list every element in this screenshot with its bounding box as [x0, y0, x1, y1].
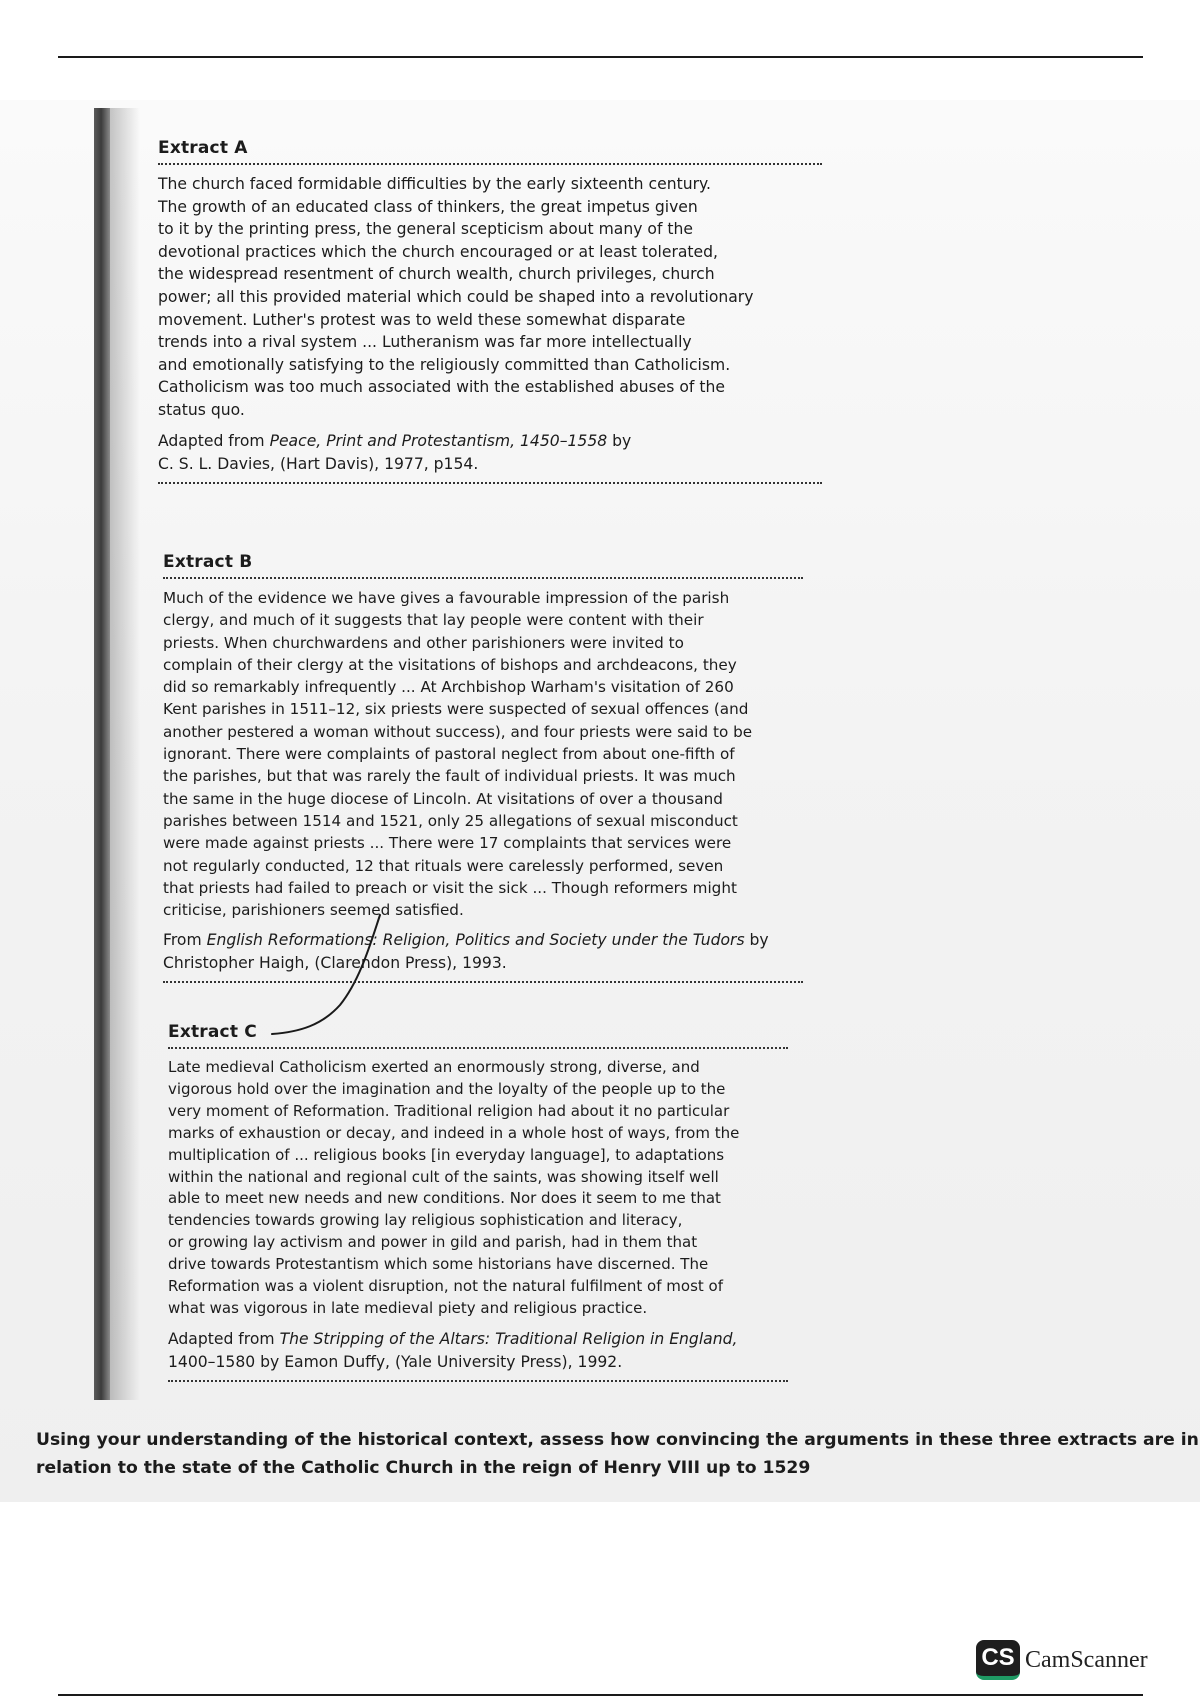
text-line: The church faced formidable difficulties by the early sixteenth century.: [158, 175, 711, 193]
source-prefix: Adapted from: [168, 1329, 280, 1348]
dotted-divider: [163, 981, 803, 983]
exam-question: [36, 1426, 1199, 1482]
text-line: tendencies towards growing lay religious sophistication and literacy,: [168, 1211, 683, 1230]
text-line: movement. Luther's protest was to weld these somewhat disparate: [158, 310, 686, 329]
text-line: that priests had failed to preach or visit the sick ... Though reformers might: [163, 878, 737, 897]
camscanner-logo-icon: CS: [976, 1640, 1020, 1680]
text-line: trends into a rival system ... Lutheranism was far more intellectually: [158, 333, 692, 352]
text-line: Catholicism was too much associated with the established abuses of the: [158, 378, 725, 397]
text-line: vigorous hold over the imagination and the loyalty of the people up to the: [168, 1079, 726, 1098]
text-line: drive towards Protestantism which some historians have discerned. The: [168, 1255, 709, 1274]
source-title: English Reformations: Religion, Politics and Society under the Tudors: [206, 931, 745, 950]
text-line: were made against priests ... There were 17 complaints that services were: [163, 834, 732, 853]
extract-body: [158, 173, 822, 422]
source-suffix: by: [607, 431, 632, 450]
source-line-2: C. S. L. Davies, (Hart Davis), 1977, p154.: [158, 454, 479, 473]
dotted-divider: [158, 482, 822, 484]
text-line: status quo.: [158, 400, 245, 419]
text-line: Reformation was a violent disruption, not the natural fulfilment of most of: [168, 1277, 723, 1296]
text-line: the parishes, but that was rarely the fault of individual priests. It was much: [163, 767, 736, 786]
text-line: did so remarkably infrequently ... At Archbishop Warham's visitation of 260: [163, 678, 734, 697]
source-title: The Stripping of the Altars: Traditional Religion in England,: [279, 1329, 738, 1348]
source-prefix: From: [163, 931, 207, 950]
text-line: the same in the huge diocese of Lincoln. At visitations of over a thousand: [163, 789, 723, 808]
text-line: clergy, and much of it suggests that lay people were content with their: [163, 611, 704, 630]
source-line-2: 1400–1580 by Eamon Duffy, (Yale University Press), 1992.: [168, 1352, 623, 1371]
text-line: or growing lay activism and power in gild and parish, had in them that: [168, 1233, 698, 1252]
text-line: marks of exhaustion or decay, and indeed in a whole host of ways, from the: [168, 1123, 740, 1142]
text-line: ignorant. There were complaints of pastoral neglect from about one-fifth of: [163, 745, 735, 764]
question-line-2: relation to the state of the Catholic Church in the reign of Henry VIII up to 1529: [36, 1458, 811, 1478]
text-line: the widespread resentment of church wealth, church privileges, church: [158, 265, 715, 284]
text-line: priests. When churchwardens and other parishioners were invited to: [163, 633, 684, 652]
text-line: not regularly conducted, 12 that rituals were carelessly performed, seven: [163, 856, 724, 875]
source-prefix: Adapted from: [158, 431, 270, 450]
source-line-2: Christopher Haigh, (Clarendon Press), 1993.: [163, 954, 507, 973]
dotted-divider: [163, 577, 803, 579]
extract-heading: Extract A: [158, 138, 248, 158]
extract-source: [163, 929, 803, 975]
text-line: Much of the evidence we have gives a favourable impression of the parish: [163, 589, 730, 607]
extract-body: [163, 587, 803, 921]
bottom-rule: [58, 1694, 1143, 1696]
text-line: able to meet new needs and new conditions. Nor does it seem to me that: [168, 1189, 721, 1208]
extract-source: [158, 430, 822, 476]
text-line: multiplication of ... religious books [in everyday language], to adaptations: [168, 1145, 725, 1164]
text-line: to it by the printing press, the general scepticism about many of the: [158, 220, 694, 239]
dotted-divider: [158, 163, 822, 165]
extract-heading: Extract C: [168, 1022, 257, 1042]
book-spine-shadow: [94, 108, 110, 1400]
extract-source: [168, 1328, 788, 1374]
extract-c: [168, 1022, 788, 1382]
camscanner-name: CamScanner: [1025, 1646, 1148, 1673]
text-line: power; all this provided material which could be shaped into a revolutionary: [158, 287, 754, 306]
camscanner-watermark: [976, 1640, 1148, 1680]
question-line-1: Using your understanding of the historical context, assess how convincing the arguments in these three extracts are in: [36, 1430, 1199, 1450]
text-line: and emotionally satisfying to the religiously committed than Catholicism.: [158, 355, 731, 374]
text-line: another pestered a woman without success), and four priests were said to be: [163, 722, 753, 741]
extract-a: [158, 138, 822, 484]
text-line: complain of their clergy at the visitations of bishops and archdeacons, they: [163, 655, 737, 674]
dotted-divider: [168, 1380, 788, 1382]
dotted-divider: [168, 1047, 788, 1049]
text-line: Late medieval Catholicism exerted an enormously strong, diverse, and: [168, 1058, 700, 1076]
text-line: devotional practices which the church encouraged or at least tolerated,: [158, 242, 718, 261]
source-title: Peace, Print and Protestantism, 1450–1558: [269, 431, 608, 450]
top-rule: [58, 56, 1143, 58]
text-line: Kent parishes in 1511–12, six priests were suspected of sexual offences (and: [163, 700, 749, 719]
text-line: within the national and regional cult of the saints, was showing itself well: [168, 1167, 719, 1186]
extract-heading: Extract B: [163, 552, 253, 572]
extract-b: [163, 552, 803, 983]
text-line: parishes between 1514 and 1521, only 25 allegations of sexual misconduct: [163, 811, 738, 830]
spine-gradient: [110, 108, 140, 1400]
source-suffix: by: [744, 931, 769, 950]
extract-body: [168, 1057, 788, 1320]
text-line: very moment of Reformation. Traditional religion had about it no particular: [168, 1101, 730, 1120]
text-line: criticise, parishioners seemed satisfied.: [163, 901, 464, 920]
text-line: what was vigorous in late medieval piety and religious practice.: [168, 1298, 648, 1317]
text-line: The growth of an educated class of thinkers, the great impetus given: [158, 197, 698, 216]
